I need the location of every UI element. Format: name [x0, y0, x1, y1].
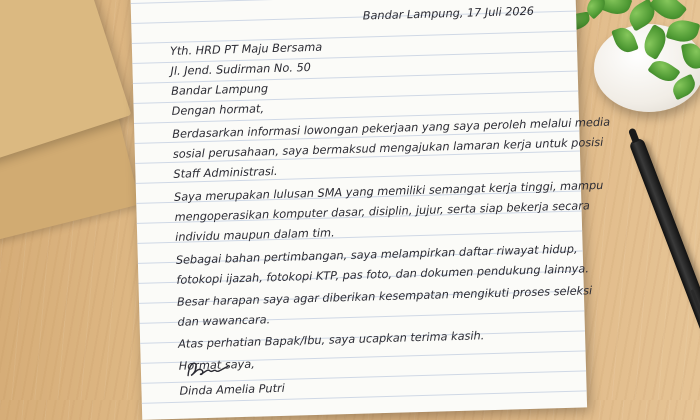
paragraph-2-line-3: individu maupun dalam tim.	[175, 226, 335, 244]
signer-name: Dinda Amelia Putri	[179, 381, 285, 398]
sign-off: Hormat saya,	[178, 357, 255, 373]
paragraph-4-line-1: Besar harapan saya agar diberikan kesempatan mengikuti proses seleksi	[176, 284, 593, 309]
closing-line: Atas perhatian Bapak/Ibu, saya ucapkan terima kasih.	[178, 329, 485, 351]
paragraph-3-line-1: Sebagai bahan pertimbangan, saya melampirkan daftar riwayat hidup,	[175, 242, 578, 267]
paragraph-1-line-3: Staff Administrasi.	[173, 164, 278, 181]
paragraph-2-line-1: Saya merupakan lulusan SMA yang memiliki semangat kerja tinggi, mampu	[173, 178, 604, 204]
recipient-line-1: Yth. HRD PT Maju Bersama	[169, 40, 323, 58]
recipient-line-3: Bandar Lampung	[170, 82, 269, 98]
pen	[628, 137, 700, 408]
paragraph-4-line-2: dan wawancara.	[177, 313, 271, 329]
place-date: Bandar Lampung, 17 Juli 2026	[362, 4, 535, 23]
recipient-line-2: Jl. Jend. Sudirman No. 50	[170, 60, 312, 78]
pen-tip	[628, 128, 640, 144]
paragraph-1-line-1: Berdasarkan informasi lowongan pekerjaan yang saya peroleh melalui media	[172, 115, 611, 141]
letter-paper	[130, 0, 611, 420]
paragraph-1-line-2: sosial perusahaan, saya bermaksud mengajukan lamaran kerja untuk posisi	[172, 135, 604, 161]
signature-mark	[185, 357, 232, 380]
paragraph-2-line-2: mengoperasikan komputer dasar, disiplin, jujur, serta siap bekerja secara	[174, 199, 590, 224]
pen-clip	[691, 289, 700, 393]
paragraph-3-line-2: fotokopi ijazah, fotokopi KTP, pas foto, dan dokumen pendukung lainnya.	[176, 262, 590, 287]
greeting: Dengan hormat,	[171, 102, 265, 118]
